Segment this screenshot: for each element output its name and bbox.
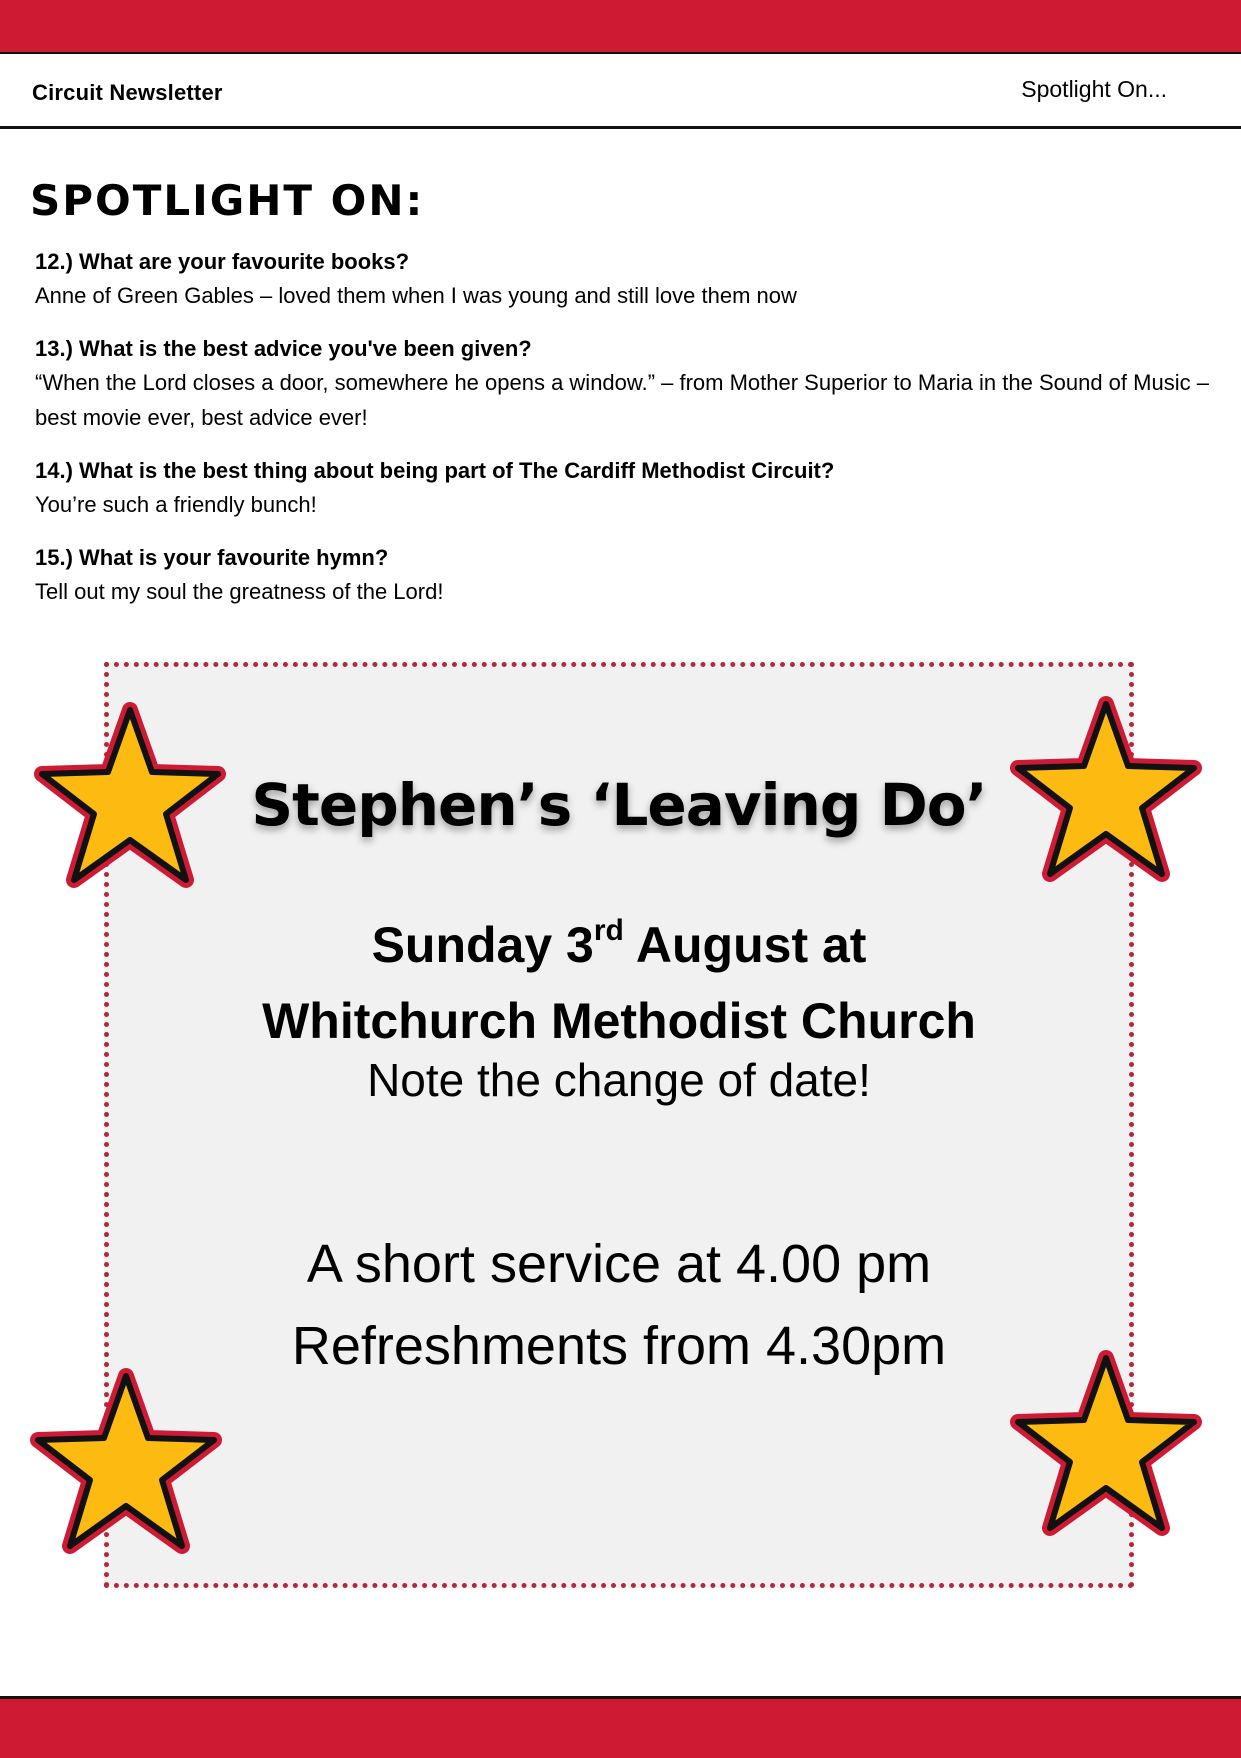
answer: “When the Lord closes a door, somewhere he opens a window.” – from Mother Superior to Maria in the Sound of Music – best movie ever, best advice ever!	[35, 370, 1209, 430]
top-bar	[0, 0, 1241, 54]
qa-list	[35, 246, 1215, 629]
star-icon	[30, 700, 230, 900]
answer: Anne of Green Gables – loved them when I was young and still love them now	[35, 283, 797, 308]
answer: You’re such a friendly bunch!	[35, 492, 317, 517]
event-date	[109, 893, 1129, 1059]
event-times	[109, 1223, 1129, 1387]
qa-item	[35, 246, 1215, 313]
event-box	[104, 662, 1134, 1588]
page-header	[0, 54, 1241, 129]
event-venue: Whitchurch Methodist Church	[262, 993, 976, 1049]
question: 15.) What is your favourite hymn?	[35, 545, 389, 570]
event-month: August at	[623, 917, 867, 973]
answer: Tell out my soul the greatness of the Lord!	[35, 579, 444, 604]
event-day-suffix: rd	[593, 914, 624, 947]
event-title: Stephen’s ‘Leaving Do’	[251, 771, 987, 839]
star-icon	[1006, 1348, 1206, 1548]
star-icon	[1006, 694, 1206, 894]
question: 12.) What are your favourite books?	[35, 249, 410, 274]
qa-item	[35, 333, 1215, 435]
question: 14.) What is the best thing about being part of The Cardiff Methodist Circuit?	[35, 458, 835, 483]
qa-item	[35, 455, 1215, 522]
event-date-line	[109, 893, 1129, 983]
event-note: Note the change of date!	[367, 1054, 871, 1106]
refreshments-time: Refreshments from 4.30pm	[291, 1316, 947, 1376]
service-time: A short service at 4.00 pm	[306, 1234, 932, 1294]
qa-item	[35, 542, 1215, 609]
star-icon	[26, 1366, 226, 1566]
section-label: Spotlight On...	[1021, 76, 1167, 102]
bottom-bar	[0, 1696, 1241, 1758]
question: 13.) What is the best advice you've been given?	[35, 336, 532, 361]
section-heading: SPOTLIGHT ON:	[30, 176, 425, 225]
event-day: Sunday 3	[371, 917, 594, 973]
newsletter-title: Circuit Newsletter	[32, 80, 223, 105]
